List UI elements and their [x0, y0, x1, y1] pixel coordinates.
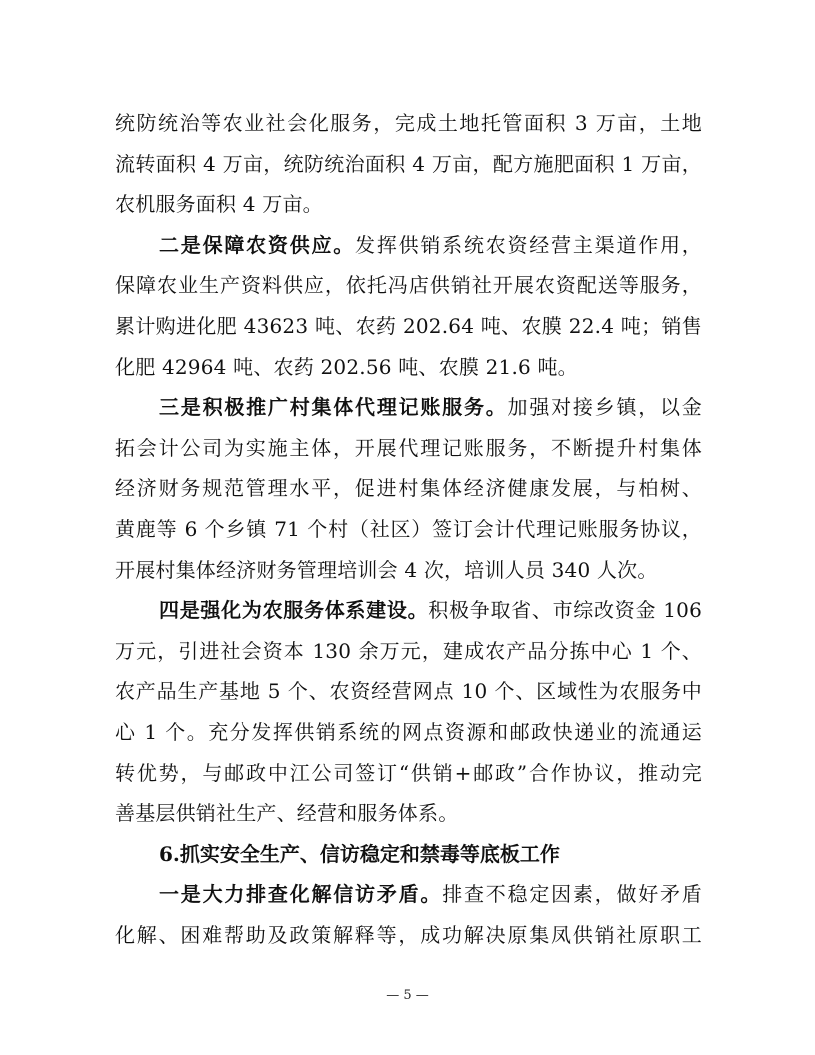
text-run: 排查不稳定因素，做好矛盾 — [442, 882, 702, 907]
text-line — [115, 387, 702, 428]
text-line: 开展村集体经济财务管理培训会 4 次，培训人员 340 人次。 — [115, 557, 658, 582]
document-body — [115, 103, 702, 955]
paragraph-lead: 三是积极推广村集体代理记账服务。 — [159, 395, 508, 420]
paragraph-petition — [115, 874, 702, 955]
text-line: 农机服务面积 4 万亩。 — [115, 192, 323, 217]
paragraph-lead: 四是强化为农服务体系建设。 — [159, 598, 429, 623]
text-run: 积极争取省、市综改资金 106 — [428, 598, 703, 623]
text-line: 累计购进化肥 43623 吨、农药 202.64 吨、农膜 22.4 吨；销售 — [115, 313, 702, 338]
paragraph-lead: 二是保障农资供应。 — [159, 232, 356, 257]
page-number: — 5 — — [386, 988, 429, 1003]
text-line: 流转面积 4 万亩，统防统治面积 4 万亩，配方施肥面积 1 万亩， — [115, 151, 702, 176]
paragraph-lead: 一是大力排查化解信访矛盾。 — [159, 882, 443, 907]
paragraph-service-system — [115, 590, 702, 834]
text-line: 黄鹿等 6 个乡镇 71 个村（社区）签订会计代理记账服务协议， — [115, 516, 702, 541]
paragraph-bookkeeping — [115, 387, 702, 590]
text-line — [115, 225, 702, 266]
text-line: 心 1 个。充分发挥供销系统的网点资源和邮政快递业的流通运 — [115, 719, 702, 744]
text-line: 转优势，与邮政中江公司签订“供销+邮政”合作协议，推动完 — [115, 760, 702, 785]
text-line: 拓会计公司为实施主体，开展代理记账服务，不断提升村集体 — [115, 435, 702, 460]
text-line: 万元，引进社会资本 130 余万元，建成农产品分拣中心 1 个、 — [115, 638, 702, 663]
text-line: 善基层供销社生产、经营和服务体系。 — [115, 801, 459, 826]
text-line: 农产品生产基地 5 个、农资经营网点 10 个、区域性为农服务中 — [115, 679, 702, 704]
text-run: 加强对接乡镇，以金 — [507, 395, 702, 420]
text-line: 化肥 42964 吨、农药 202.56 吨、农膜 21.6 吨。 — [115, 354, 578, 379]
text-run: 发挥供销系统农资经营主渠道作用， — [355, 232, 702, 257]
text-line: 经济财务规范管理水平，促进村集体经济健康发展，与柏树、 — [115, 476, 702, 501]
paragraph-supply — [115, 225, 702, 387]
text-line: 保障农业生产资料供应，依托冯店供销社开展农资配送等服务， — [115, 273, 702, 298]
section-heading: 6.抓实安全生产、信访稳定和禁毒等底板工作 — [159, 841, 560, 866]
text-line: 统防统治等农业社会化服务，完成土地托管面积 3 万亩，土地 — [115, 111, 702, 135]
text-line — [115, 590, 702, 631]
text-line: 化解、困难帮助及政策解释等，成功解决原集凤供销社原职工 — [115, 922, 702, 947]
text-line — [115, 874, 702, 915]
paragraph-continuation — [115, 103, 702, 225]
